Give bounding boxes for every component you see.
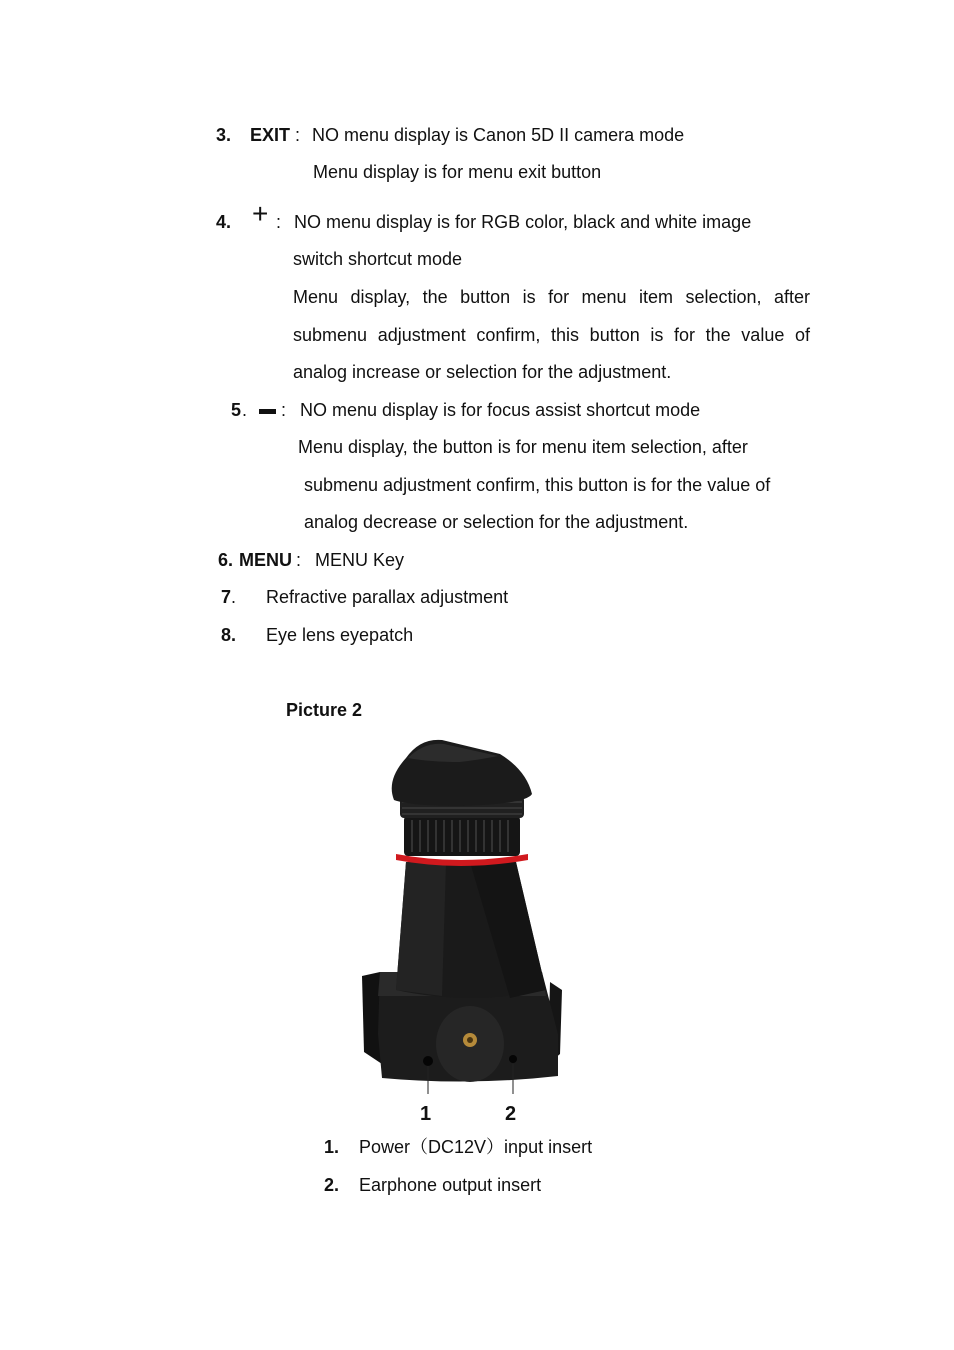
- item-text: NO menu display is for focus assist shortcut mode: [300, 400, 701, 420]
- separator: :: [295, 125, 301, 145]
- item-number: 3.: [216, 125, 232, 145]
- item-number-dot: .: [242, 400, 248, 420]
- item-text: Menu display is for menu exit button: [313, 162, 602, 182]
- item-number: 7: [221, 587, 232, 607]
- port-description: Earphone output insert: [359, 1175, 542, 1195]
- item-text: switch shortcut mode: [293, 249, 463, 269]
- item-number: 6.: [218, 550, 234, 570]
- item-text: NO menu display is for RGB color, black and white image: [294, 212, 752, 232]
- item-text: NO menu display is Canon 5D II camera mode: [312, 125, 685, 145]
- item-text: submenu adjustment confirm, this button is for the value of: [293, 325, 810, 345]
- item-text: analog decrease or selection for the adjustment.: [304, 512, 689, 532]
- minus-icon: [259, 409, 276, 414]
- key-label-menu: MENU: [239, 550, 292, 570]
- separator: :: [296, 550, 302, 570]
- callout-label-1: 1: [420, 1103, 432, 1125]
- callout-label-2: 2: [505, 1103, 517, 1125]
- item-text: analog increase or selection for the adjustment.: [293, 362, 672, 382]
- port-description: Power（DC12V）input insert: [359, 1137, 593, 1157]
- power-port: [423, 1056, 433, 1066]
- item-number-dot: .: [231, 587, 237, 607]
- plus-icon: +: [252, 198, 269, 229]
- separator: :: [276, 212, 282, 232]
- item-text: Refractive parallax adjustment: [266, 587, 509, 607]
- item-number: 8.: [221, 625, 237, 645]
- picture-caption: Picture 2: [286, 700, 363, 720]
- key-label-exit: EXIT: [250, 125, 291, 145]
- earphone-port: [509, 1055, 517, 1063]
- item-number: 5: [231, 400, 242, 420]
- item-text: submenu adjustment confirm, this button is for the value of: [304, 475, 771, 495]
- port-number: 1.: [324, 1137, 340, 1157]
- item-text: Menu display, the button is for menu item selection, after: [298, 437, 748, 457]
- item-text: MENU Key: [315, 550, 405, 570]
- item-number: 4.: [216, 212, 232, 232]
- port-number: 2.: [324, 1175, 340, 1195]
- separator: :: [281, 400, 287, 420]
- viewfinder-product-image: [350, 734, 580, 1094]
- item-text: Eye lens eyepatch: [266, 625, 414, 645]
- item-text: Menu display, the button is for menu item selection, after: [293, 287, 810, 307]
